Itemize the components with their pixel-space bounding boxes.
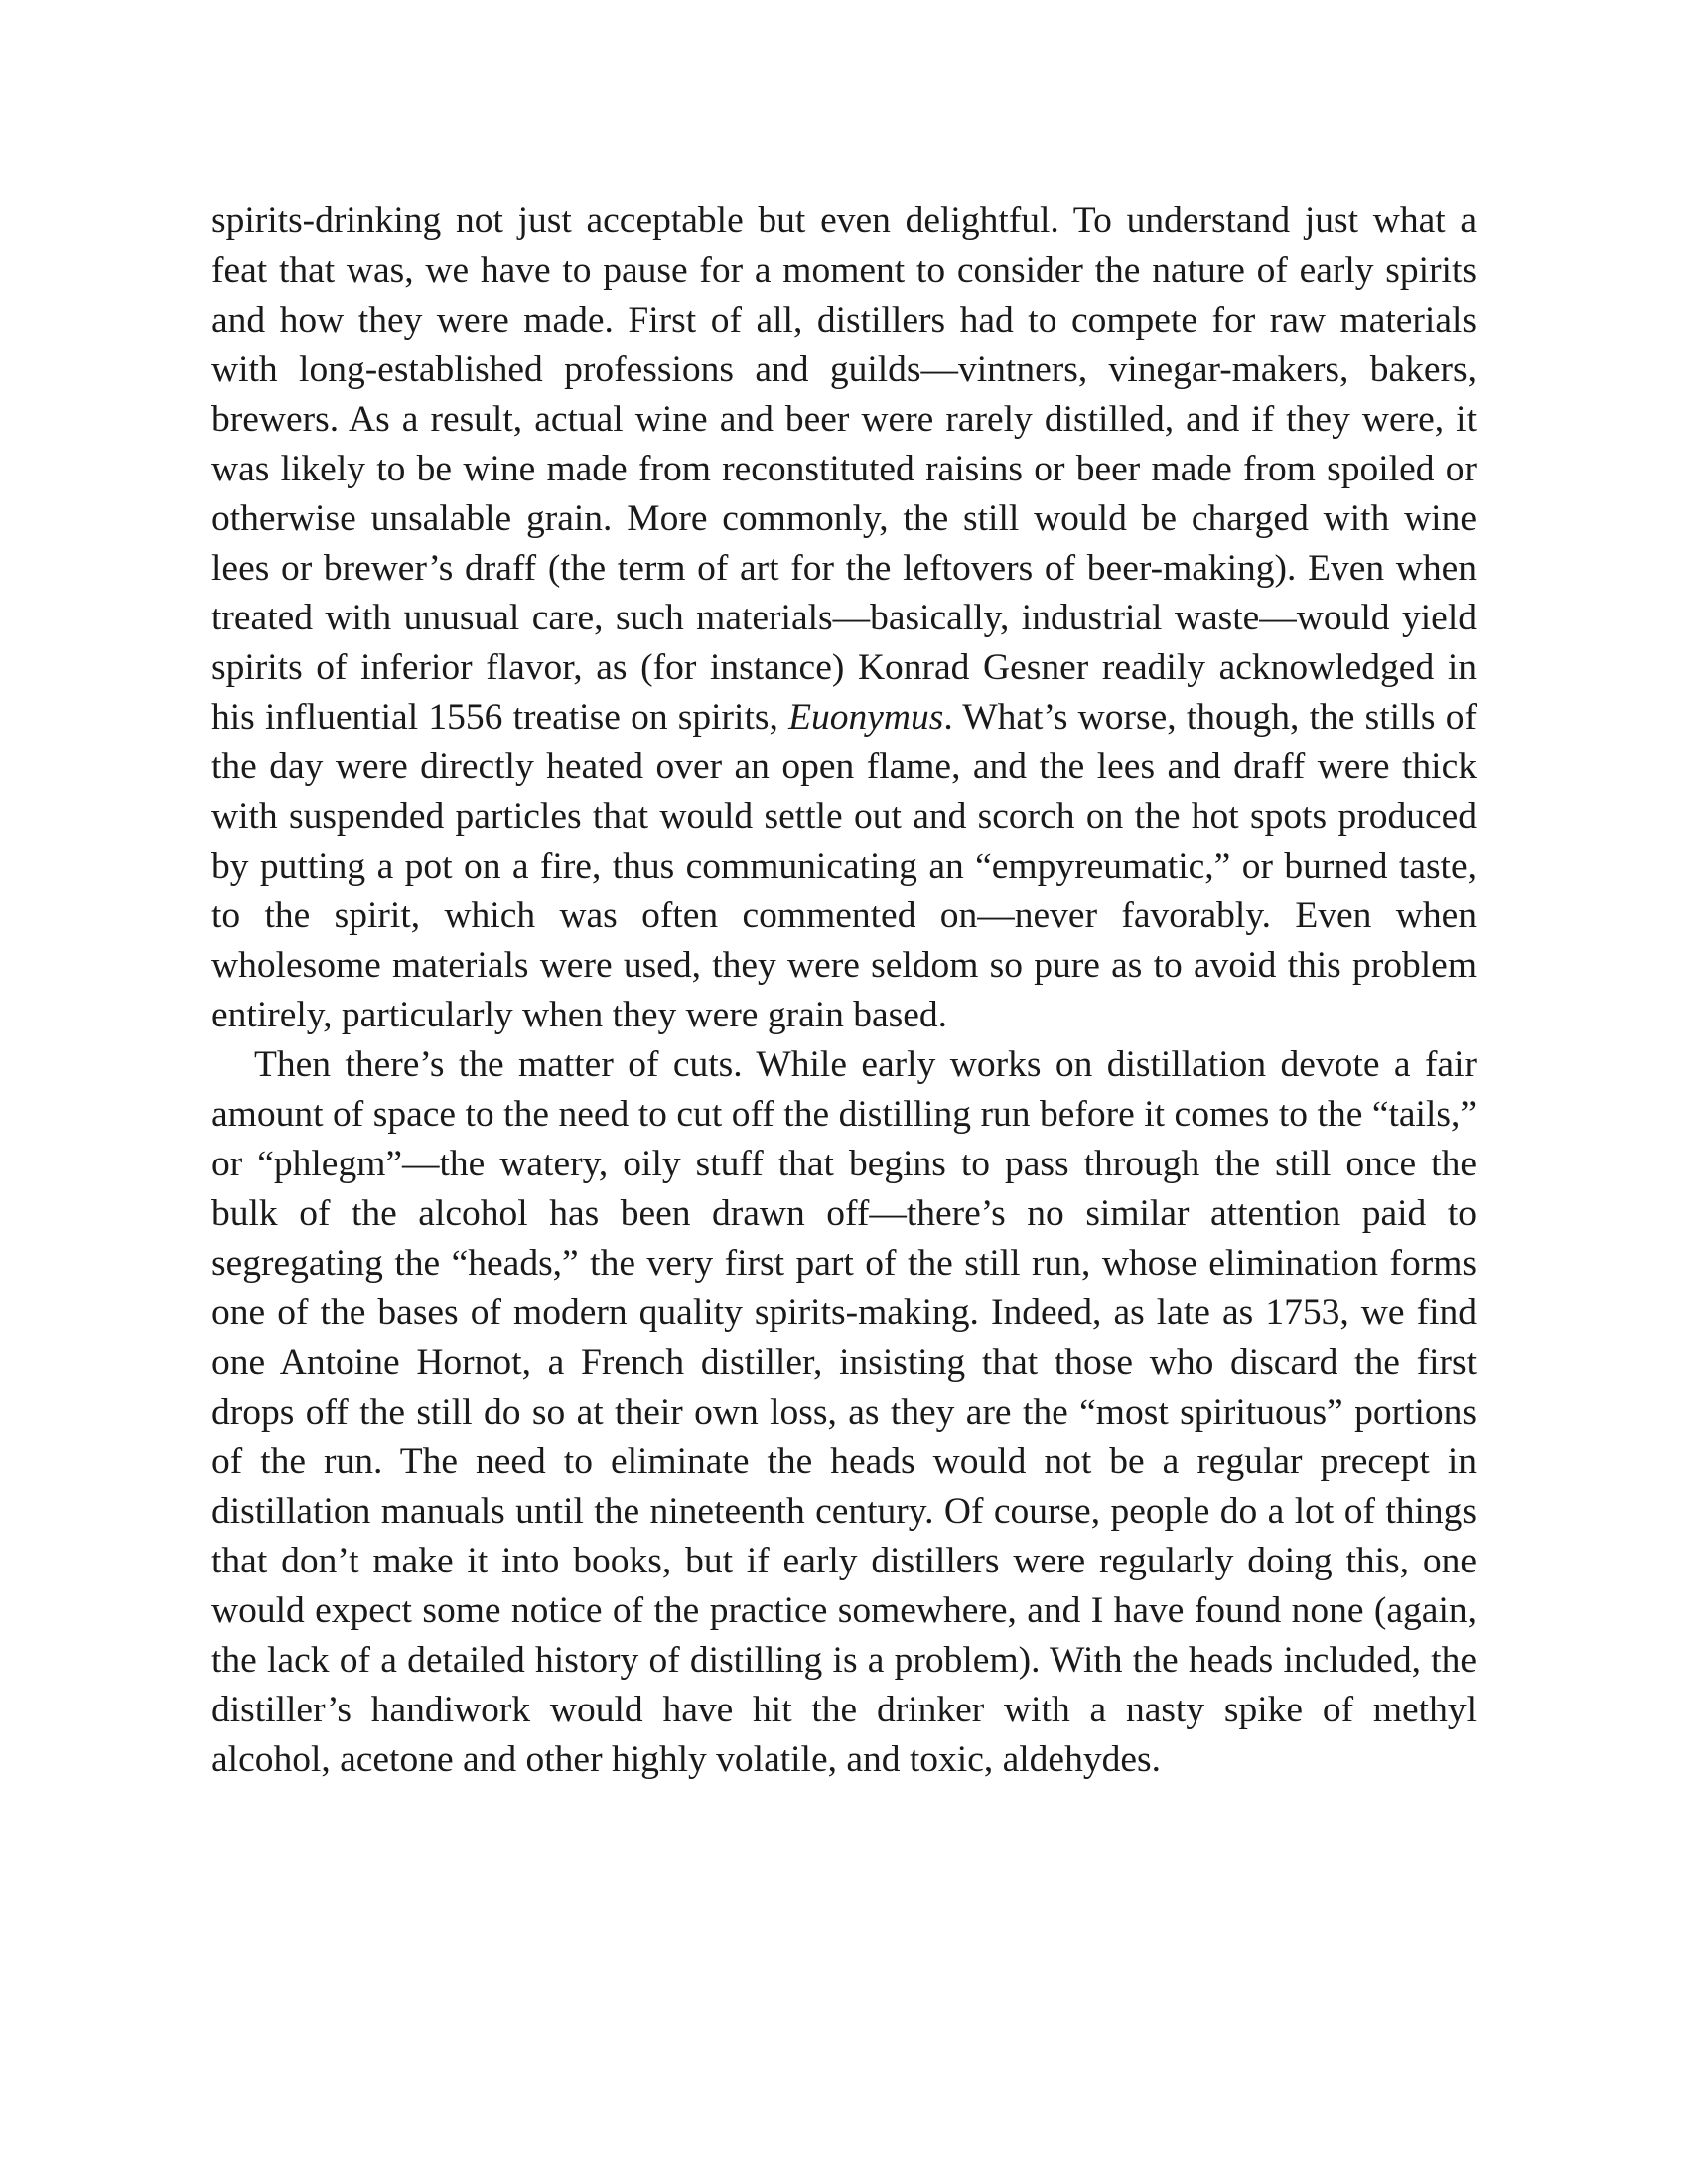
paragraph-2-text: Then there’s the matter of cuts. While early works on distillation devote a fair amount of space to the need to cut off the distilling run before it comes to the “tails,” or “phlegm”—the watery, oily stuff that begins to pass through the still once the bulk of the alcohol has been drawn off—there’s no similar attention paid to segregating the “heads,” the very first part of the still run, whose elimination forms one of the bases of modern quality spirits-making. Indeed, as late as 1753, we find one Antoine Hornot, a French distiller, insisting that those who discard the first drops off the still do so at their own loss, as they are the “most spirituous” portions of the run. The need to eliminate the heads would not be a regular precept in distillation manuals until the nineteenth century. Of course, people do a lot of things that don’t make it into books, but if early distillers were regularly doing this, one would expect some notice of the practice somewhere, and I have found none (again, the lack of a detailed history of distilling is a problem). With the heads included, the distiller’s handiwork would have hit the drinker with a nasty spike of methyl alcohol, acetone and other highly volatile, and toxic, aldehydes. — [211, 1044, 1477, 1780]
body-text — [211, 197, 1477, 1785]
paragraph-1-text-a: spirits-drinking not just acceptable but even delightful. To understand just what a feat that was, we have to pause for a moment to consider the nature of early spirits and how they were made. First of all, distillers had to compete for raw materials with long-established professions and guilds—vintners, vinegar-makers, bakers, brewers. As a result, actual wine and beer were rarely distilled, and if they were, it was likely to be wine made from reconstituted raisins or beer made from spoiled or otherwise unsalable grain. More commonly, the still would be charged with wine lees or brewer’s draff (the term of art for the leftovers of beer-making). Even when treated with unusual care, such materials—basically, industrial waste—would yield spirits of inferior flavor, as (for instance) Konrad Gesner readily acknowledged in his influential 1556 treatise on spirits, — [211, 201, 1477, 738]
paragraph-1 — [211, 197, 1477, 1040]
paragraph-1-text-b: . What’s worse, though, the stills of the day were directly heated over an open flame, and the lees and draff were thick with suspended particles that would settle out and scorch on the hot spots produced by putting a pot on a fire, thus communicating an “empyreumatic,” or burned taste, to the spirit, which was often commented on—never favorably. Even when wholesome materials were used, they were seldom so pure as to avoid this problem entirely, particularly when they were grain based. — [211, 697, 1477, 1035]
book-title-euonymus: Euonymus — [788, 697, 944, 738]
paragraph-2 — [211, 1040, 1477, 1785]
